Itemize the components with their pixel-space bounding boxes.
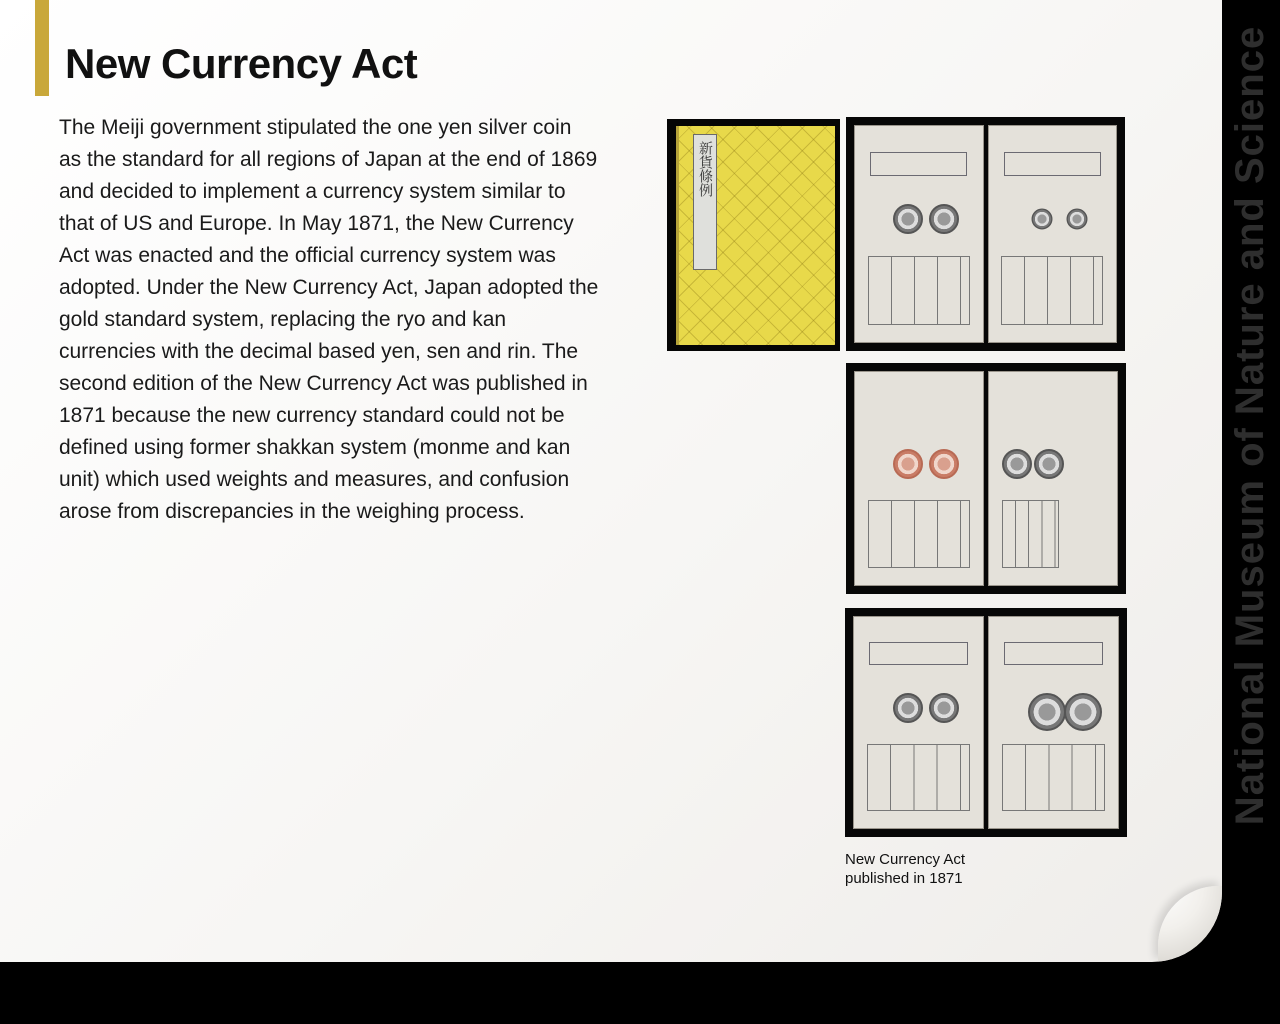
specification-table (1002, 744, 1105, 812)
coin-illustration (893, 693, 923, 723)
book-spread-photo-3 (845, 608, 1127, 837)
page-header-box (870, 152, 967, 176)
book-cover-photo (667, 119, 840, 351)
specification-table (868, 256, 970, 325)
page-title: New Currency Act (65, 40, 418, 87)
book-spread-photo-1 (846, 117, 1125, 351)
caption-line-2: published in 1871 (845, 870, 963, 887)
page-header-box (869, 642, 967, 665)
photo-caption (845, 850, 1045, 888)
cover-title-label: 新貨條例 (693, 134, 717, 270)
specification-table (1001, 256, 1103, 325)
specification-table (868, 500, 970, 568)
coin-illustration (1002, 449, 1032, 479)
coin-illustration (1067, 208, 1088, 229)
watermark (1226, 10, 1276, 840)
coin-illustration (1034, 449, 1064, 479)
title-accent-bar (35, 0, 49, 96)
page-header-box (1004, 152, 1101, 176)
spread-page-right (988, 371, 1118, 586)
spread-page-left (854, 125, 984, 343)
coin-illustration (893, 449, 923, 479)
coin-illustration (929, 693, 959, 723)
caption-line-1: New Currency Act (845, 851, 966, 868)
spread-page-right (988, 125, 1118, 343)
watermark-text: National Museum of Nature and Science (1228, 25, 1273, 825)
specification-table (1002, 500, 1060, 568)
spread-page-left (854, 371, 984, 586)
body-text: The Meiji government stipulated the one yen silver coin as the standard for all regions of Japan at the end of 1869 and decided to implement a currency system similar to that of US and Europe. In May 1871, the New Currency Act was enacted and the official currency system was adopted. Under the New Currency Act, Japan adopted the gold standard system, replacing the ryo and kan currencies with the decimal based yen, sen and rin. The second edition of the New Currency Act was published in 1871 because the new currency standard could not be defined using former shakkan system (monme and kan unit) which used weights and measures, and confusion arose from discrepancies in the weighing process. (59, 116, 599, 523)
coin-illustration (1031, 208, 1052, 229)
coin-illustration (1064, 693, 1102, 731)
coin-illustration (929, 449, 959, 479)
book-spread-photo-2 (846, 363, 1126, 594)
spread-page-right (988, 616, 1119, 829)
spread-page-left (853, 616, 984, 829)
page-curl (1158, 886, 1222, 962)
specification-table (867, 744, 970, 812)
coin-illustration (929, 204, 959, 234)
coin-illustration (893, 204, 923, 234)
coin-illustration (1028, 693, 1066, 731)
book-cover (676, 126, 835, 345)
page-header-box (1004, 642, 1102, 665)
